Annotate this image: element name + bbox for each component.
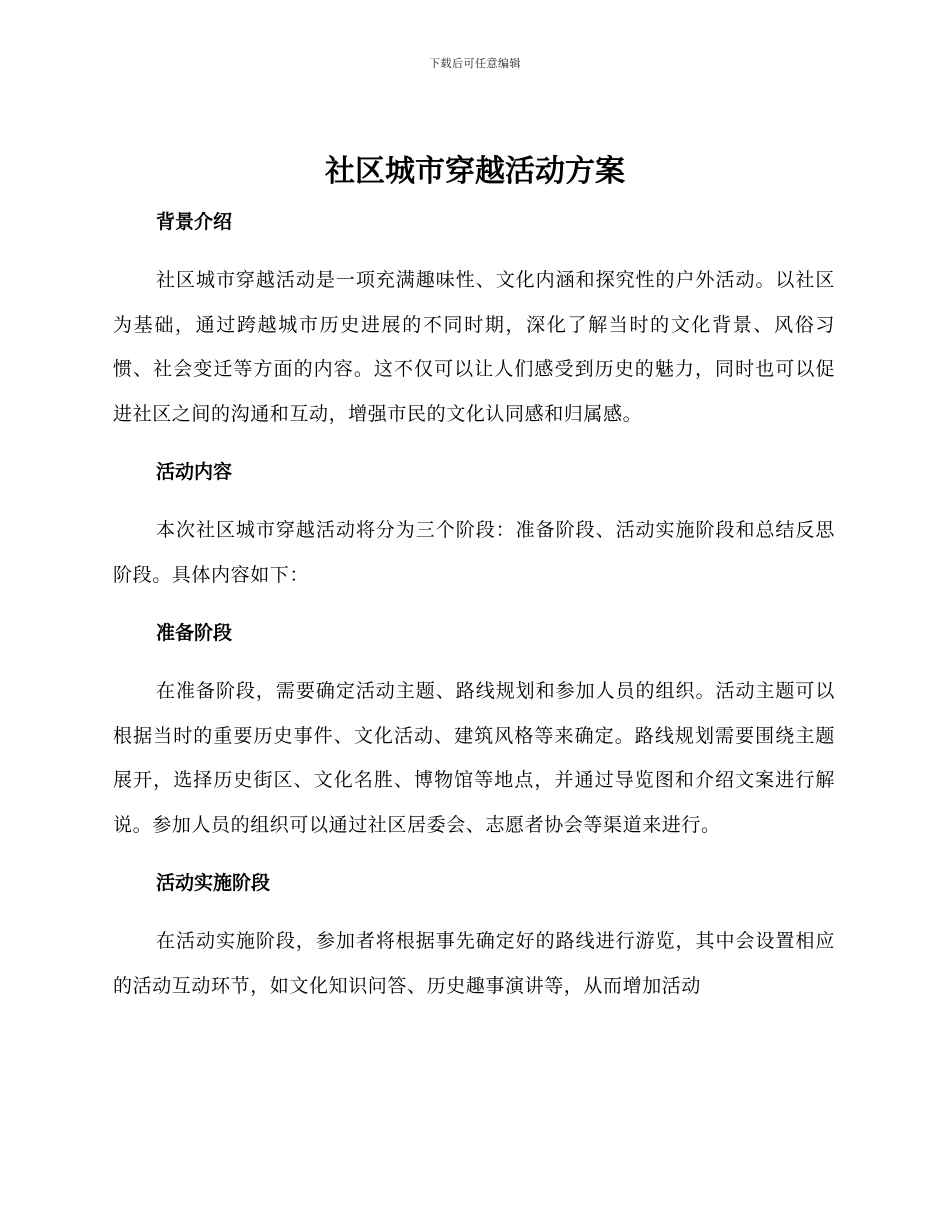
section-paragraph-preparation: 在准备阶段，需要确定活动主题、路线规划和参加人员的组织。活动主题可以根据当时的重要历史事件、文化活动、建筑风格等来确定。路线规划需要围绕主题展开，选择历史街区、文化名胜、博物馆等地点，并通过导览图和介绍文案进行解说。参加人员的组织可以通过社区居委会、志愿者协会等渠道来进行。 (113, 680, 835, 836)
section-paragraph-background: 社区城市穿越活动是一项充满趣味性、文化内涵和探究性的户外活动。以社区为基础，通过跨越城市历史进展的不同时期，深化了解当时的文化背景、风俗习惯、社会变迁等方面的内容。这不仅可以让人们感受到历史的魅力，同时也可以促进社区之间的沟通和互动，增强市民的文化认同感和归属感。 (113, 269, 835, 425)
section-heading-content: 活动内容 (156, 461, 233, 483)
section-paragraph-content: 本次社区城市穿越活动将分为三个阶段：准备阶段、活动实施阶段和总结反思阶段。具体内容如下： (113, 519, 835, 586)
section-heading-implementation: 活动实施阶段 (156, 872, 271, 894)
document-body (113, 200, 835, 1008)
section-heading-background: 背景介绍 (156, 211, 233, 233)
header-note: 下载后可任意编辑 (429, 57, 521, 70)
document-title: 社区城市穿越活动方案 (325, 154, 625, 189)
section-heading-preparation: 准备阶段 (156, 622, 233, 644)
section-paragraph-implementation: 在活动实施阶段，参加者将根据事先确定好的路线进行游览，其中会设置相应的活动互动环节，如文化知识问答、历史趣事演讲等，从而增加活动 (113, 930, 835, 997)
